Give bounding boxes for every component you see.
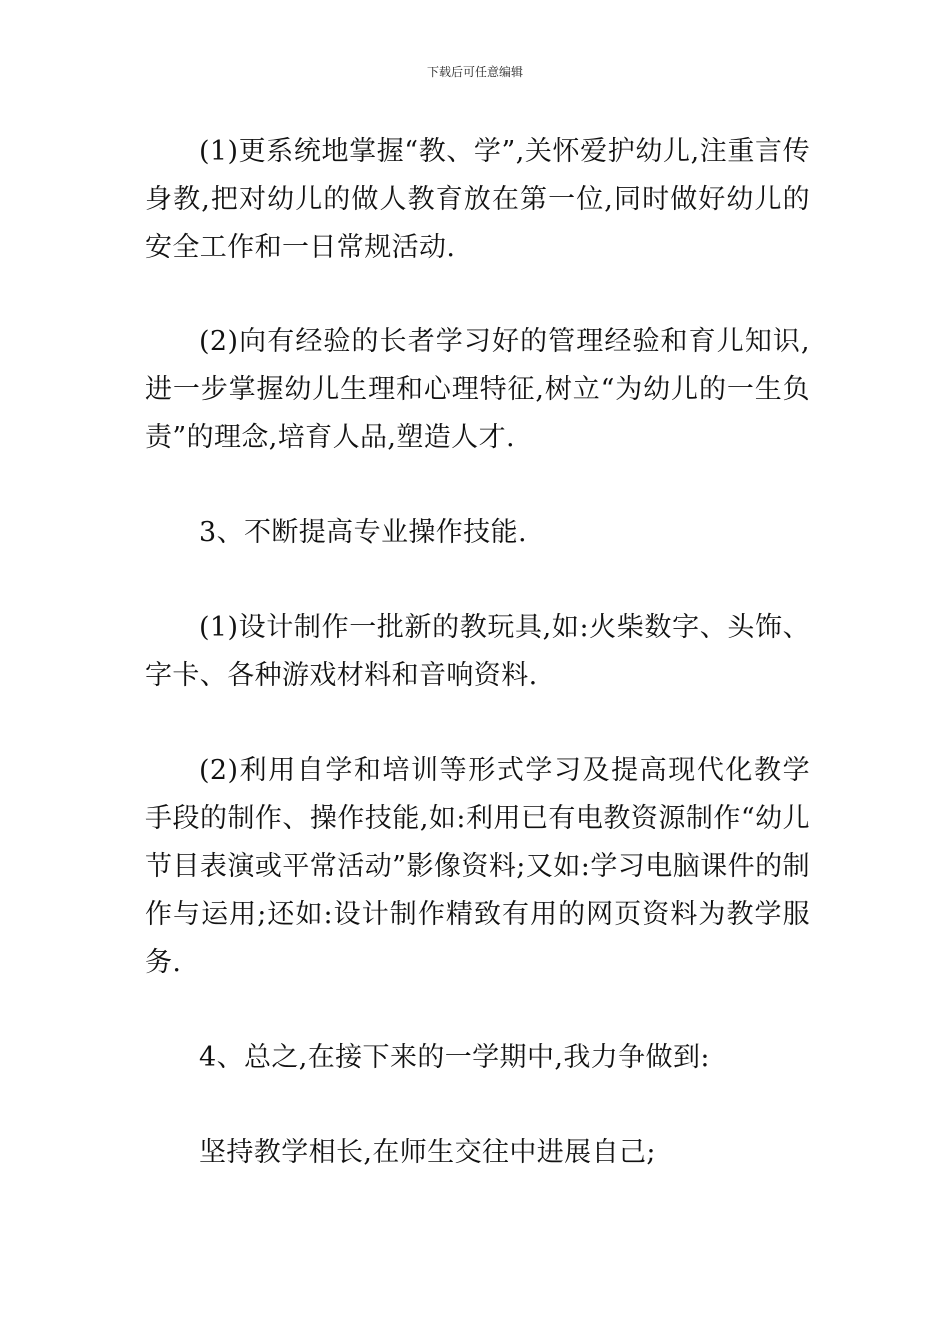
paragraph-3-2: (2)利用自学和培训等形式学习及提高现代化教学手段的制作、操作技能,如:利用已有电教资源制作“幼儿节目表演或平常活动”影像资料;又如:学习电脑课件的制作与运用;还如:设计制作精致有用的网页资料为教学服务. — [145, 755, 810, 978]
paragraph-2: (2)向有经验的长者学习好的管理经验和育儿知识,进一步掌握幼儿生理和心理特征,树立“为幼儿的一生负责”的理念,培育人品,塑造人才. — [145, 326, 810, 453]
paragraph-3-1: (1)设计制作一批新的教玩具,如:火柴数字、头饰、字卡、各种游戏材料和音响资料. — [145, 612, 810, 691]
paragraph-4-1: 坚持教学相长,在师生交往中进展自己; — [199, 1137, 656, 1168]
document-body — [145, 128, 810, 1177]
page-header: 下载后可任意编辑 — [426, 65, 523, 79]
section-heading-4: 4、总之,在接下来的一学期中,我力争做到: — [199, 1042, 710, 1073]
section-heading-3: 3、不断提高专业操作技能. — [199, 517, 527, 548]
paragraph-1: (1)更系统地掌握“教、学”,关怀爱护幼儿,注重言传身教,把对幼儿的做人教育放在第一位,同时做好幼儿的安全工作和一日常规活动. — [145, 136, 810, 263]
